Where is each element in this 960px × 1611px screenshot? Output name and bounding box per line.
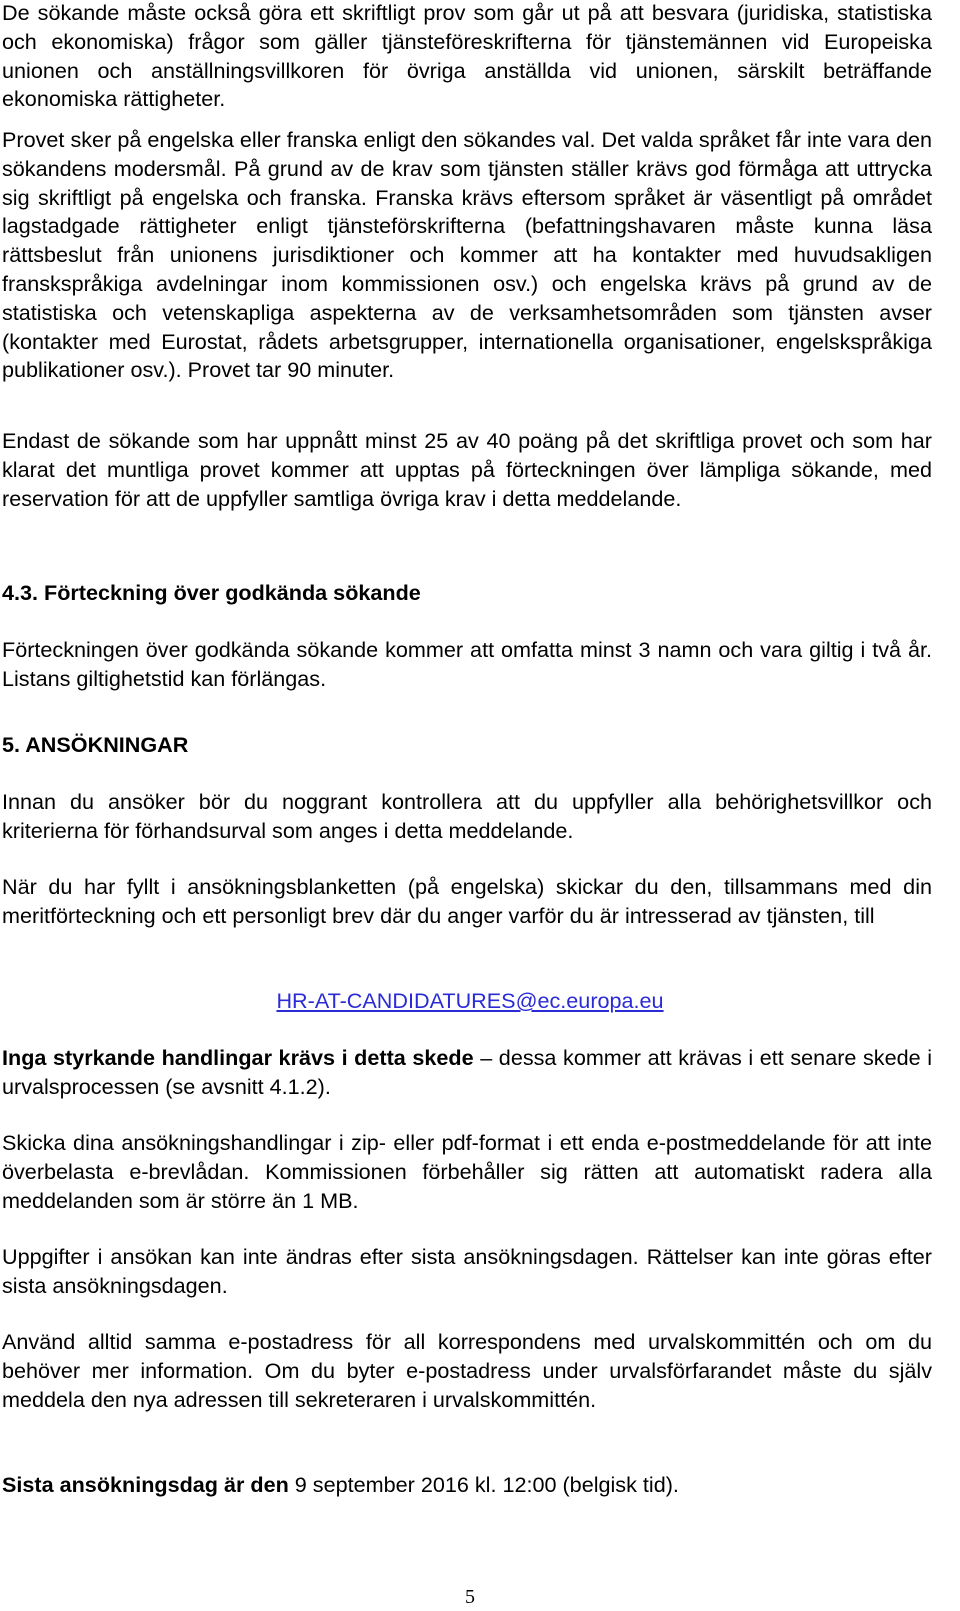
supporting-documents-rest: – dessa kommer att krävas i ett senare skede i urvalsprocessen (se avsnitt 4.1.2). bbox=[2, 1045, 933, 1099]
deadline-rest: 9 september 2016 kl. 12:00 (belgisk tid). bbox=[288, 1472, 679, 1497]
paragraph-written-test: De sökande måste också göra ett skriftligt prov som går ut på att besvara (juridiska, statistiska och ekonomiska) frågor som gäller tjänsteföreskrifterna för tjänstemännen vid Europeiska unionen och anställningsvillkoren för övriga anställda vid unionen, särskilt beträffande ekonomiska rättigheter. bbox=[2, 0, 932, 112]
paragraph-submit-application: När du har fyllt i ansökningsblanketten (på engelska) skickar du den, tillsammans med din meritförteckning och ett personligt brev där du anger varför du är intresserad av tjänsten, till bbox=[2, 874, 932, 928]
paragraph-same-email: Använd alltid samma e-postadress för all korrespondens med urvalskommittén och om du behöver mer information. Om du byter e-postadress under urvalsförfarandet måste du själv meddela den nya adressen till sekreteraren i urvalskommittén. bbox=[2, 1329, 932, 1412]
paragraph-language-requirements: Provet sker på engelska eller franska enligt den sökandes val. Det valda språket får inte vara den sökandens modersmål. På grund av de krav som tjänsten ställer krävs god förmåga att uttrycka sig skriftligt på engelska och franska. Franska krävs eftersom språket är väsentligt på området lagstadgade rättigheter enligt tjänsteförskrifterna (befattningshavaren måste kunna läsa rättsbeslut från unionens jurisdiktioner och kommer att ha kontakter med huvudsakligen franskspråkiga avdelningar inom kommissionen osv.) och engelska krävs på grund av de statistiska och vetenskapliga aspekterna av de verksamhetsområden som tjänsten avser (kontakter med Eurostat, rådets arbetsgrupper, internationella organisationer, engelskspråkiga publikationer osv.). Provet tar 90 minuter. bbox=[2, 127, 932, 383]
paragraph-pass-threshold: Endast de sökande som har uppnått minst 25 av 40 poäng på det skriftliga provet och som har klarat det muntliga provet kommer att upptas på förteckningen över lämpliga sökande, med reservation för att de uppfyller samtliga övriga krav i detta meddelande. bbox=[2, 428, 932, 511]
supporting-documents-bold: Inga styrkande handlingar krävs i detta skede bbox=[2, 1045, 474, 1070]
paragraph-list-validity: Förteckningen över godkända sökande kommer att omfatta minst 3 namn och vara giltig i två år. Listans giltighetstid kan förlängas. bbox=[2, 637, 932, 691]
paragraph-check-eligibility: Innan du ansöker bör du noggrant kontrollera att du uppfyller alla behörighetsvillkor och kriterierna för förhandsurval som anges i detta meddelande. bbox=[2, 789, 932, 843]
paragraph-no-changes: Uppgifter i ansökan kan inte ändras efter sista ansökningsdagen. Rättelser kan inte göras efter sista ansökningsdagen. bbox=[2, 1244, 932, 1298]
email-line bbox=[0, 987, 940, 1016]
page-number: 5 bbox=[465, 1586, 475, 1608]
section-heading-4-3: 4.3. Förteckning över godkända sökande bbox=[2, 580, 421, 605]
email-link[interactable]: HR-AT-CANDIDATURES@ec.europa.eu bbox=[276, 988, 664, 1013]
deadline-bold: Sista ansökningsdag är den bbox=[2, 1472, 289, 1497]
section-heading-5: 5. ANSÖKNINGAR bbox=[2, 732, 189, 757]
paragraph-file-format: Skicka dina ansökningshandlingar i zip- eller pdf-format i ett enda e-postmeddelande för att inte överbelasta e-brevlådan. Kommissionen förbehåller sig rätten att automatiskt radera alla meddelanden som är större än 1 MB. bbox=[2, 1130, 932, 1213]
paragraph-deadline bbox=[2, 1471, 932, 1500]
paragraph-supporting-documents bbox=[2, 1044, 932, 1102]
